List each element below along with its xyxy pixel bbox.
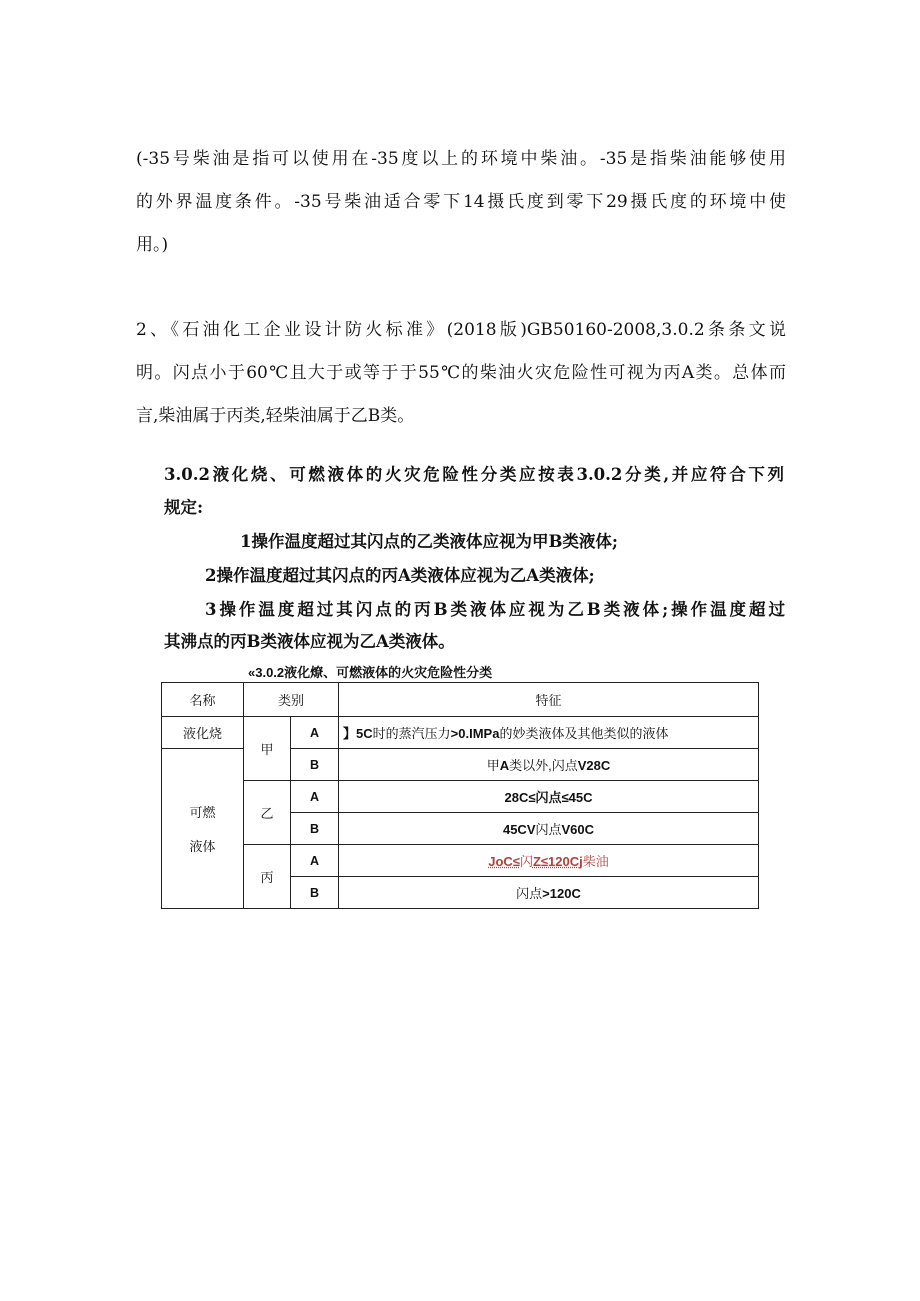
feature-cell bbox=[339, 717, 759, 749]
feature-part: A bbox=[499, 758, 510, 773]
feature-part: 闪点 bbox=[535, 822, 562, 837]
feature-part: 甲 bbox=[486, 758, 500, 773]
subclass: B bbox=[291, 749, 339, 781]
table-row bbox=[162, 717, 759, 749]
clause-heading: 3.0.2液化烧、可燃液体的火灾危险性分类应按表3.0.2分类,并应符合下列 bbox=[164, 465, 784, 484]
table-header-row bbox=[162, 683, 759, 717]
subclass: B bbox=[291, 877, 339, 909]
name-flammable-liquid bbox=[162, 749, 244, 909]
feature-cell bbox=[339, 749, 759, 781]
feature-part: V28C bbox=[577, 758, 611, 773]
text-line: (-35号柴油是指可以使用在-35度以上的环境中柴油。-35是指柴油能够使用 bbox=[136, 149, 786, 169]
table-caption: «3.0.2液化燎、可燃液体的火灾危险性分类 bbox=[248, 665, 493, 680]
feature-cell bbox=[339, 845, 759, 877]
clause-heading-cont: 规定: bbox=[164, 498, 204, 517]
subclass: B bbox=[291, 813, 339, 845]
feature-part: >120C bbox=[542, 886, 581, 901]
text-line: 的外界温度条件。-35号柴油适合零下14摄氏度到零下29摄氏度的环境中使 bbox=[136, 192, 786, 212]
text-line: 言,柴油属于丙类,轻柴油属于乙B类。 bbox=[136, 406, 415, 426]
header-category: 类别 bbox=[244, 683, 339, 717]
subclass: A bbox=[291, 781, 339, 813]
class-yi: 乙 bbox=[244, 781, 291, 845]
text-line: 2、《石油化工企业设计防火标准》(2018版)GB50160-2008,3.0.2条条文说 bbox=[136, 320, 786, 340]
header-name: 名称 bbox=[162, 683, 244, 717]
feature-part: V60C bbox=[561, 822, 595, 837]
class-bing: 丙 bbox=[244, 845, 291, 909]
feature-part: Z≤120Cj bbox=[532, 854, 583, 869]
name-line: 液体 bbox=[189, 839, 216, 854]
feature-part: 闪 bbox=[519, 854, 533, 869]
clause-item-3: 3操作温度超过其闪点的丙B类液体应视为乙B类液体;操作温度超过 bbox=[205, 600, 785, 619]
feature-part: 】5C bbox=[343, 726, 373, 741]
feature-part: 时的蒸汽压力 bbox=[372, 726, 451, 741]
paragraph-standard-reference bbox=[136, 309, 786, 438]
table-row bbox=[162, 845, 759, 877]
feature-part: 28C≤闪点≤45C bbox=[504, 790, 593, 805]
table-row bbox=[162, 781, 759, 813]
feature-part: 的妙类液体及其他类似的液体 bbox=[499, 726, 669, 741]
clause-item-2: 2操作温度超过其闪点的丙A类液体应视为乙A类液体; bbox=[205, 566, 595, 585]
feature-cell bbox=[339, 877, 759, 909]
text-line: 明。闪点小于60℃且大于或等于于55℃的柴油火灾危险性可视为丙A类。总体而 bbox=[136, 363, 786, 383]
feature-part: 柴油 bbox=[582, 854, 609, 869]
subclass: A bbox=[291, 717, 339, 749]
feature-part: JoC≤ bbox=[488, 854, 520, 869]
subclass: A bbox=[291, 845, 339, 877]
feature-cell bbox=[339, 781, 759, 813]
name-line: 可燃 bbox=[189, 805, 216, 820]
clause-item-3-cont: 其沸点的丙B类液体应视为乙A类液体。 bbox=[164, 632, 455, 651]
text-line: 用。) bbox=[136, 235, 169, 255]
feature-part: 闪点 bbox=[516, 886, 543, 901]
name-lpg: 液化烧 bbox=[162, 717, 244, 749]
class-jia: 甲 bbox=[244, 717, 291, 781]
feature-part: >0.IMPa bbox=[450, 726, 500, 741]
clause-item-1: 1操作温度超过其闪点的乙类液体应视为甲B类液体; bbox=[240, 532, 619, 551]
paragraph-diesel-note bbox=[136, 138, 786, 267]
feature-part: 45CV bbox=[502, 822, 536, 837]
feature-cell bbox=[339, 813, 759, 845]
header-feature: 特征 bbox=[339, 683, 759, 717]
hazard-classification-table bbox=[161, 682, 759, 909]
feature-part: 类以外,闪点 bbox=[509, 758, 578, 773]
